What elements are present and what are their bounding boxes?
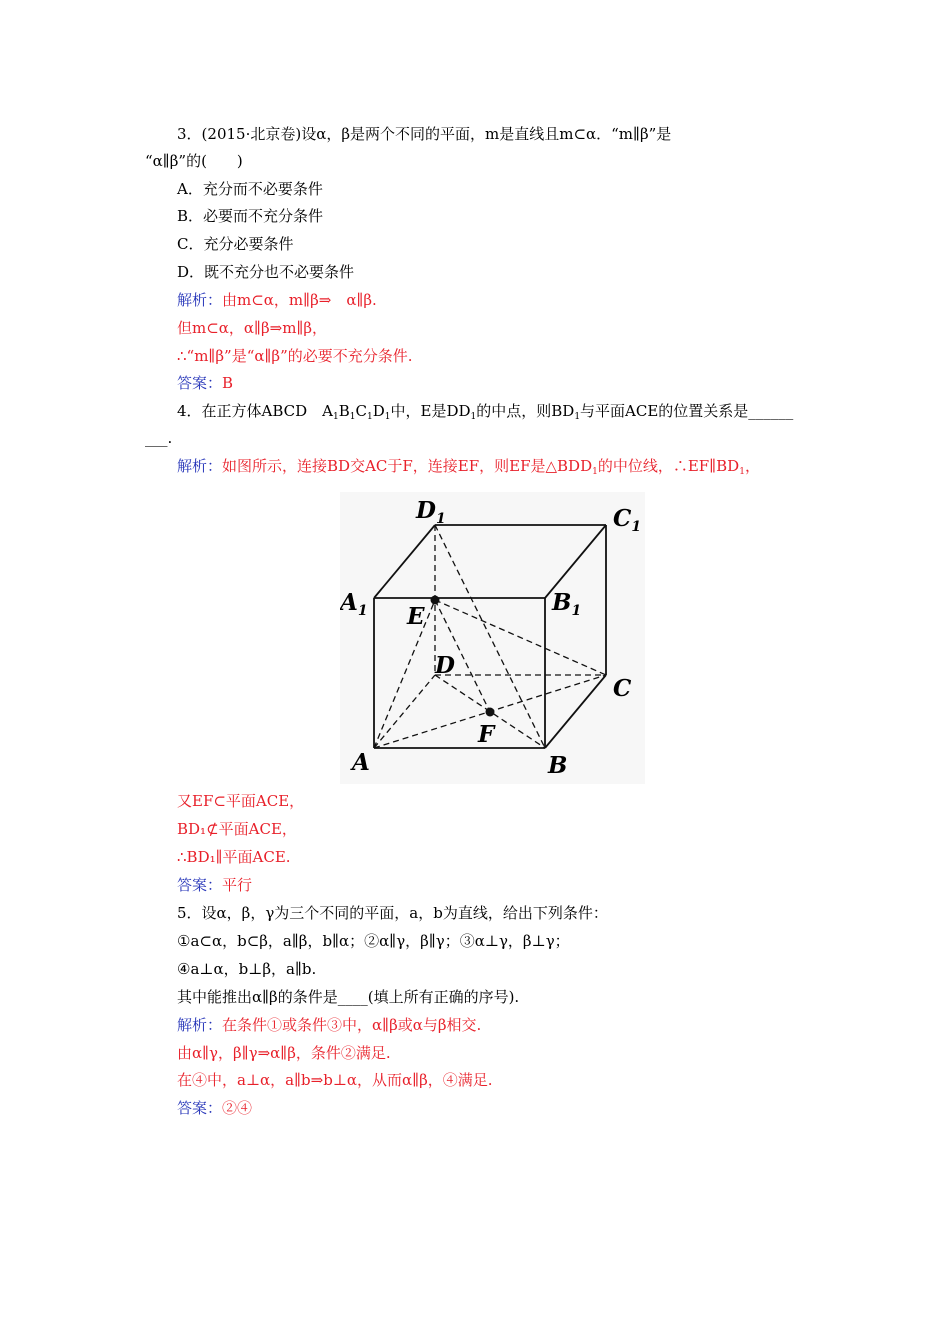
q5-answer	[177, 1098, 252, 1118]
answer-value: 平行	[222, 876, 253, 894]
q5-stem-line1: 5．设α，β，γ为三个不同的平面，a，b为直线，给出下列条件：	[177, 904, 608, 922]
q4-analysis-line3: BD₁⊄平面ACE，	[177, 820, 297, 838]
q4-stem-line2: ___.	[145, 429, 173, 447]
label-b1: $B_1$	[552, 589, 582, 619]
q3-analysis-line3: ∴“m∥β”是“α∥β”的必要不充分条件.	[177, 347, 413, 365]
q4-analysis-line4: ∴BD₁∥平面ACE.	[177, 848, 291, 866]
q5-stem-line3: ④a⊥α，b⊥β，a∥b.	[177, 960, 317, 978]
answer-label: 答案：	[177, 876, 223, 894]
q5-analysis-line1	[177, 1015, 481, 1035]
analysis-text: ，	[744, 457, 760, 475]
q3-option-b: B．必要而不充分条件	[177, 207, 324, 225]
q5-analysis-line2: 由α∥γ，β∥γ⇒α∥β，条件②满足.	[177, 1044, 391, 1062]
label-e: E	[407, 603, 425, 630]
analysis-text: 由m⊂α，m∥β⇒ α∥β.	[222, 291, 377, 309]
q4-analysis-line2: 又EF⊂平面ACE，	[177, 792, 305, 810]
analysis-text: 在条件①或条件③中，α∥β或α与β相交.	[222, 1016, 482, 1034]
cube-figure	[340, 492, 645, 784]
answer-label: 答案：	[177, 374, 223, 392]
q4-stem-part: 与平面ACE的位置关系是______	[580, 402, 794, 420]
q4-stem-part: 4．在正方体ABCD A	[177, 402, 334, 420]
q4-stem-line1: 4．在正方体ABCD $A_1B_1C_1D_1$中，E是$DD_1$的中点，则$BD_1$与平面ACE的位置关系是______	[177, 402, 794, 422]
analysis-text: 的中位线，∴EF∥BD	[597, 457, 740, 475]
label-a: A	[352, 749, 370, 776]
q5-stem-line4: 其中能推出α∥β的条件是____(填上所有正确的序号).	[177, 988, 520, 1006]
point-e	[431, 596, 440, 605]
label-d: D	[435, 652, 455, 679]
q4-stem-part: 的中点，则BD	[476, 402, 575, 420]
q3-option-d: D．既不充分也不必要条件	[177, 263, 355, 281]
q4-stem-part: 中，E是DD	[390, 402, 471, 420]
analysis-label: 解析：	[177, 291, 223, 309]
q3-answer	[177, 373, 233, 393]
label-c: C	[613, 675, 632, 702]
answer-value: B	[222, 374, 234, 392]
analysis-label: 解析：	[177, 457, 223, 475]
q3-analysis-line1	[177, 290, 377, 310]
label-a1: $A_1$	[340, 589, 368, 619]
q5-stem-line2: ①a⊂α，b⊂β，a∥β，b∥α；②α∥γ，β∥γ；③α⊥γ，β⊥γ；	[177, 932, 570, 950]
point-f	[486, 708, 495, 717]
analysis-text: 如图所示，连接BD交AC于F，连接EF，则EF是△BDD	[222, 457, 593, 475]
q4-answer	[177, 875, 252, 895]
q5-analysis-line3: 在④中，a⊥α，a∥b⇒b⊥α，从而α∥β，④满足.	[177, 1071, 493, 1089]
answer-value: ②④	[222, 1099, 253, 1117]
analysis-label: 解析：	[177, 1016, 223, 1034]
label-d1: $D_1$	[416, 497, 446, 527]
label-c1: $C_1$	[613, 505, 642, 535]
q3-option-c: C．充分必要条件	[177, 235, 294, 253]
q3-stem-line2: “α∥β”的( )	[145, 152, 243, 170]
q3-option-a: A．充分而不必要条件	[177, 180, 323, 198]
q3-analysis-line2: 但m⊂α，α∥β⇒m∥β，	[177, 319, 328, 337]
q3-stem-line1: 3．(2015·北京卷)设α，β是两个不同的平面，m是直线且m⊂α．“m∥β”是	[177, 125, 672, 143]
label-f: F	[478, 721, 495, 748]
q4-analysis-line1: 解析：如图所示，连接BD交AC于F，连接EF，则EF是$\triangle BDD_1$的中位线，$\therefore EF\parallel BD_1$，	[177, 457, 760, 477]
label-b: B	[548, 752, 568, 779]
answer-label: 答案：	[177, 1099, 223, 1117]
